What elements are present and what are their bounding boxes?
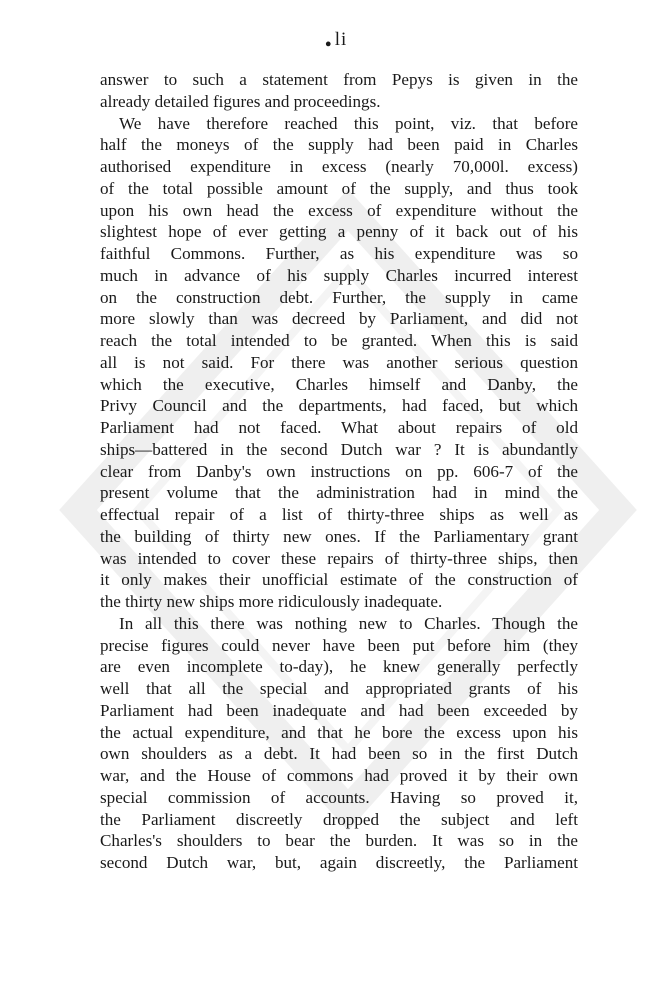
text-line: Charles's shoulders to bear the burden. It was so in the	[100, 831, 578, 851]
text-line: Parliament had not faced. What about repairs of old	[100, 418, 578, 437]
text-line: on the construction debt. Further, the supply in came	[100, 287, 578, 307]
text-line: effectual repair of a list of thirty-three ships as well as	[100, 505, 578, 524]
text-line: already detailed figures and proceedings.	[100, 91, 381, 111]
paragraph	[100, 113, 578, 613]
text-line: Privy Council and the departments, had faced, but which	[100, 396, 578, 416]
text-line: own shoulders as a debt. It had been so in the first Dutch	[100, 744, 578, 764]
text-line: the Parliament discreetly dropped the subject and left	[100, 809, 578, 829]
text-line: special commission of accounts. Having so proved it,	[100, 787, 578, 807]
text-line: answer to such a statement from Pepys is given in the	[100, 70, 578, 89]
text-line: Parliament had been inadequate and had been exceeded by	[100, 700, 578, 720]
page-number-text: li	[334, 29, 348, 50]
text-line: the thirty new ships more ridiculously inadequate.	[100, 592, 443, 611]
text-line: it only makes their unofficial estimate of the construction of	[100, 570, 578, 590]
text-line: are even incomplete to-day), he knew generally perfectly	[100, 657, 578, 677]
text-line: faithful Commons. Further, as his expenditure was so	[100, 244, 578, 263]
text-line: In all this there was nothing new to Charles. Though the	[119, 613, 578, 633]
text-line: We have therefore reached this point, viz. that before	[119, 113, 578, 133]
text-line: authorised expenditure in excess (nearly 70,000l. excess)	[100, 157, 578, 176]
text-line: the building of thirty new ones. If the Parliamentary grant	[100, 526, 578, 546]
folio-mark: •	[324, 34, 333, 56]
text-line: all is not said. For there was another serious question	[100, 352, 578, 372]
text-line: second Dutch war, but, again discreetly, the Parliament	[100, 853, 578, 872]
text-line: of the total possible amount of the supply, and thus took	[100, 178, 578, 198]
text-line: the actual expenditure, and that he bore the excess upon his	[100, 722, 578, 742]
text-line: reach the total intended to be granted. When this is said	[100, 331, 578, 350]
text-line: war, and the House of commons had proved it by their own	[100, 766, 578, 785]
text-line: was intended to cover these repairs of thirty-three ships, then	[100, 548, 578, 568]
text-line: half the moneys of the supply had been paid in Charles	[100, 135, 578, 155]
paragraph	[100, 613, 578, 874]
paragraph	[100, 69, 578, 113]
text-line: more slowly than was decreed by Parliament, and did not	[100, 309, 578, 329]
text-line: precise figures could never have been put before him (they	[100, 635, 578, 655]
text-line: present volume that the administration had in mind the	[100, 483, 578, 503]
body-text	[100, 69, 578, 874]
text-line: upon his own head the excess of expenditure without the	[100, 200, 578, 220]
text-line: well that all the special and appropriated grants of his	[100, 679, 578, 698]
text-line: which the executive, Charles himself and Danby, the	[100, 374, 578, 394]
page-number	[0, 28, 672, 56]
text-line: clear from Danby's own instructions on pp. 606-7 of the	[100, 461, 578, 481]
text-line: much in advance of his supply Charles incurred interest	[100, 265, 578, 285]
text-line: slightest hope of ever getting a penny of it back out of his	[100, 222, 578, 242]
text-line: ships—battered in the second Dutch war ? It is abundantly	[100, 439, 578, 459]
